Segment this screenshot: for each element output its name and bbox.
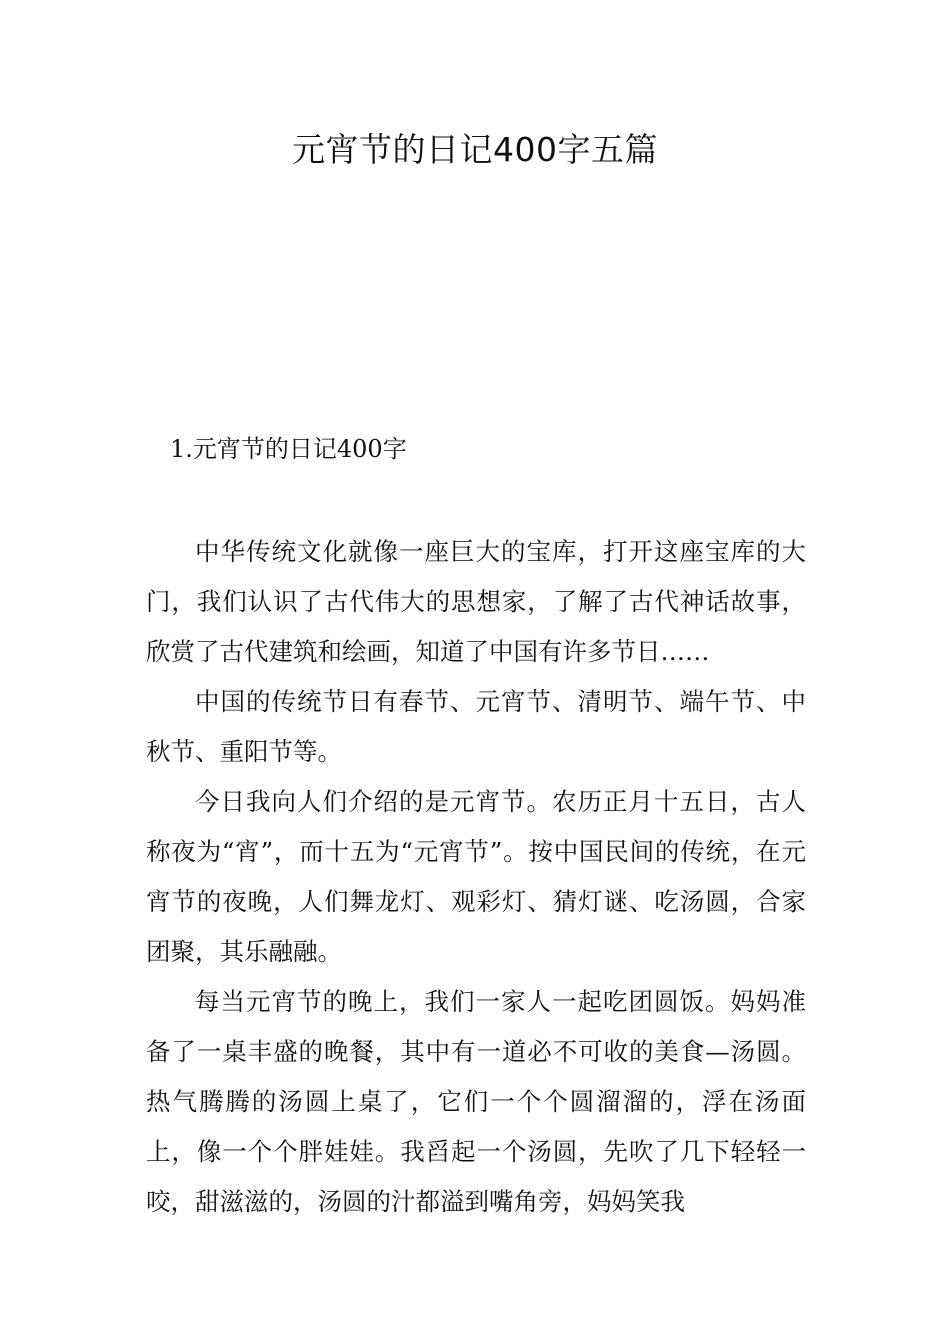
document-title: 元宵节的日记400字五篇 — [292, 130, 658, 169]
paragraph: 中华传统文化就像一座巨大的宝库，打开这座宝库的大门，我们认识了古代伟大的思想家，了解了古代神话故事，欣赏了古代建筑和绘画，知道了中国有许多节日…… — [146, 537, 806, 666]
paragraph: 每当元宵节的晚上，我们一家人一起吃团圆饭。妈妈准备了一桌丰盛的晚餐，其中有一道必不可收的美食—汤圆。热气腾腾的汤圆上桌了，它们一个个圆溜溜的，浮在汤面上，像一个个胖娃娃。我舀起一个汤圆，先吹了几下轻轻一咬，甜滋滋的，汤圆的汁都溢到嘴角旁，妈妈笑我 — [146, 987, 806, 1216]
body-text — [146, 527, 806, 1227]
paragraph: 中国的传统节日有春节、元宵节、清明节、端午节、中秋节、重阳节等。 — [146, 687, 806, 766]
paragraph: 今日我向人们介绍的是元宵节。农历正月十五日，古人称夜为“宵”，而十五为“元宵节”。按中国民间的传统，在元宵节的夜晚，人们舞龙灯、观彩灯、猜灯谜、吃汤圆，合家团聚，其乐融融。 — [146, 787, 806, 966]
section-heading: 1.元宵节的日记400字 — [170, 435, 407, 463]
